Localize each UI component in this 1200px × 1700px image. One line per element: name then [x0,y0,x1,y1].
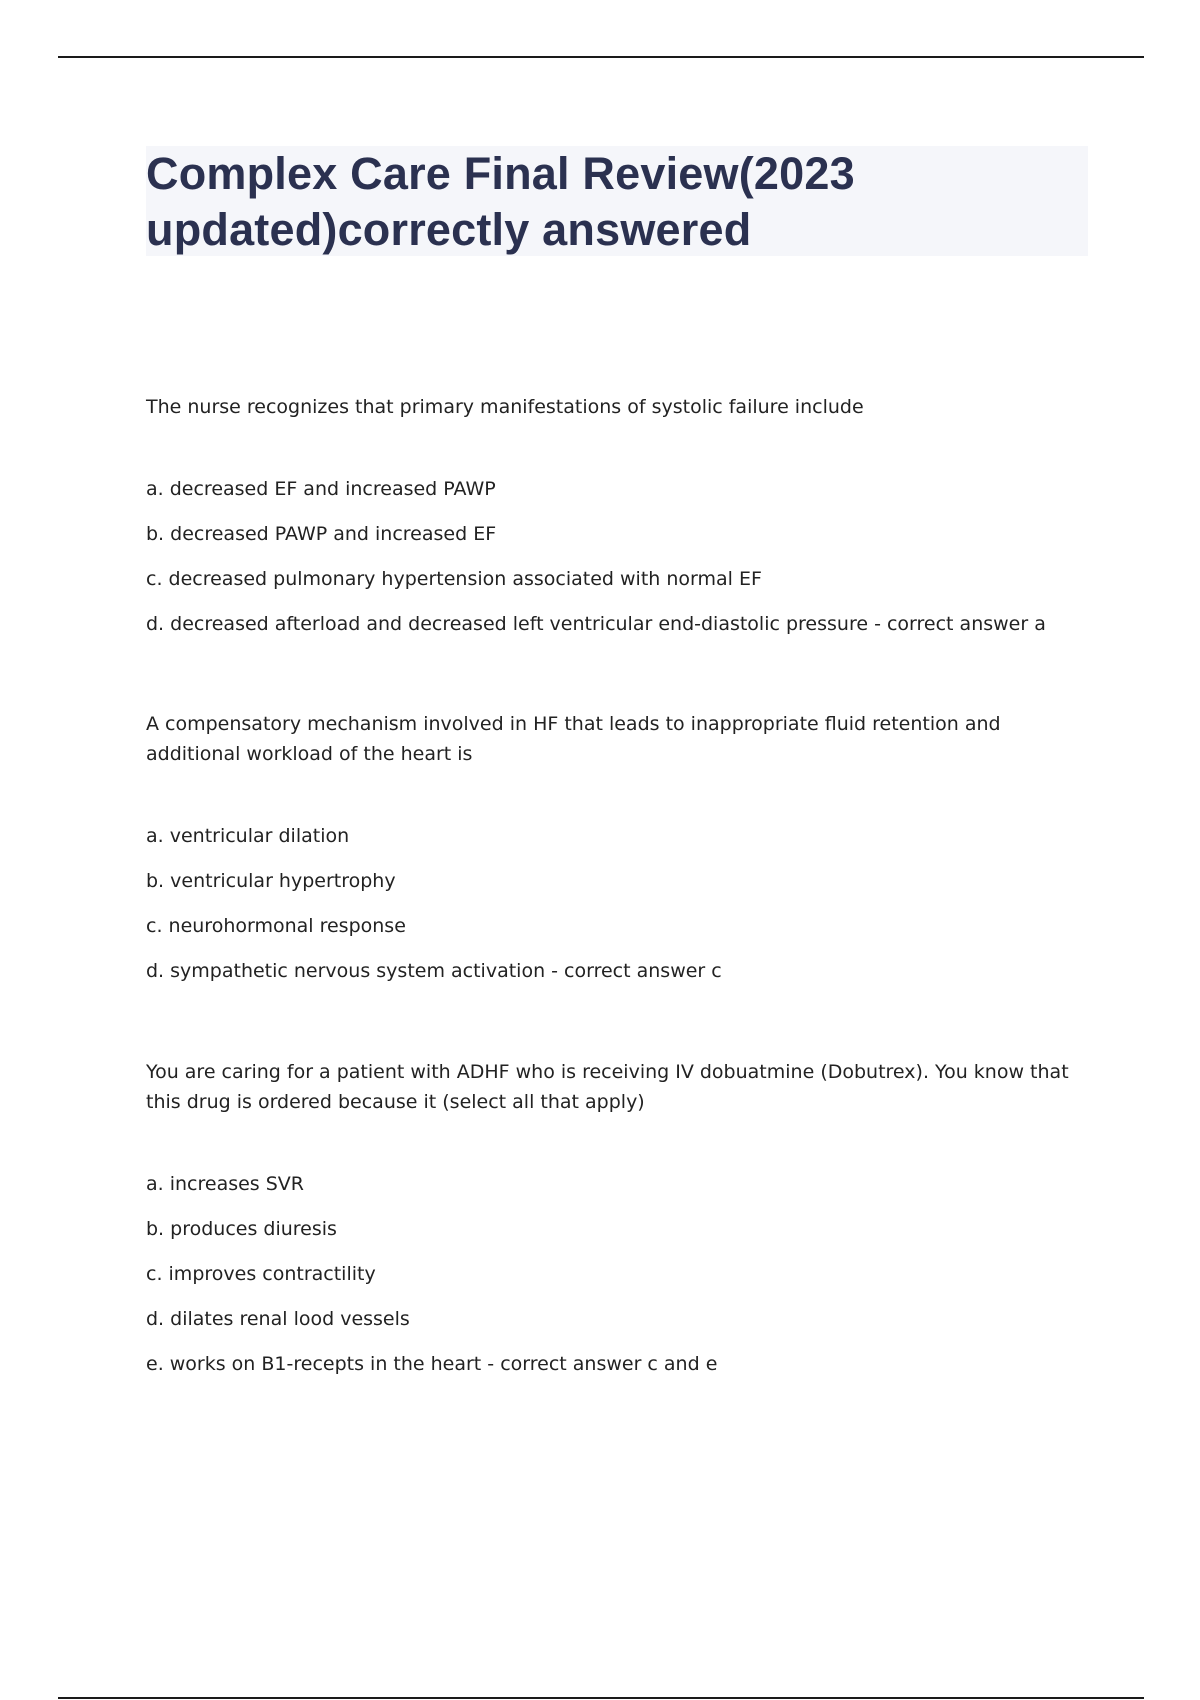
answer-option: d. dilates renal lood vessels [146,1308,410,1330]
answer-option: d. sympathetic nervous system activation - correct answer c [146,960,722,982]
answer-options [146,1169,1086,1379]
question-2 [146,709,1086,1001]
bottom-divider [58,1697,1144,1699]
question-3 [146,1057,1086,1394]
answer-option: d. decreased afterload and decreased left ventricular end-diastolic pressure - correct answer a [146,613,1046,635]
top-divider [58,56,1144,58]
document-title: Complex Care Final Review(2023 updated)correctly answered [146,148,855,255]
answer-option: c. neurohormonal response [146,915,406,937]
answer-option: c. decreased pulmonary hypertension associated with normal EF [146,568,762,590]
answer-option: e. works on B1-recepts in the heart - correct answer c and e [146,1353,718,1375]
answer-options [146,474,1086,639]
answer-option: b. decreased PAWP and increased EF [146,523,497,545]
question-stem: A compensatory mechanism involved in HF that leads to inappropriate fluid retention and additional workload of the heart is [146,713,1001,765]
question-stem: The nurse recognizes that primary manifestations of systolic failure include [146,396,864,418]
answer-option: a. decreased EF and increased PAWP [146,478,496,500]
answer-option: a. ventricular dilation [146,825,350,847]
question-1 [146,392,1086,654]
answer-option: a. increases SVR [146,1173,305,1195]
answer-option: b. produces diuresis [146,1218,337,1240]
answer-option: b. ventricular hypertrophy [146,870,396,892]
answer-options [146,821,1086,986]
answer-option: c. improves contractility [146,1263,376,1285]
title-banner [146,146,1088,256]
question-stem: You are caring for a patient with ADHF who is receiving IV dobuatmine (Dobutrex). You know that this drug is ordered because it (select all that apply) [146,1061,1069,1113]
